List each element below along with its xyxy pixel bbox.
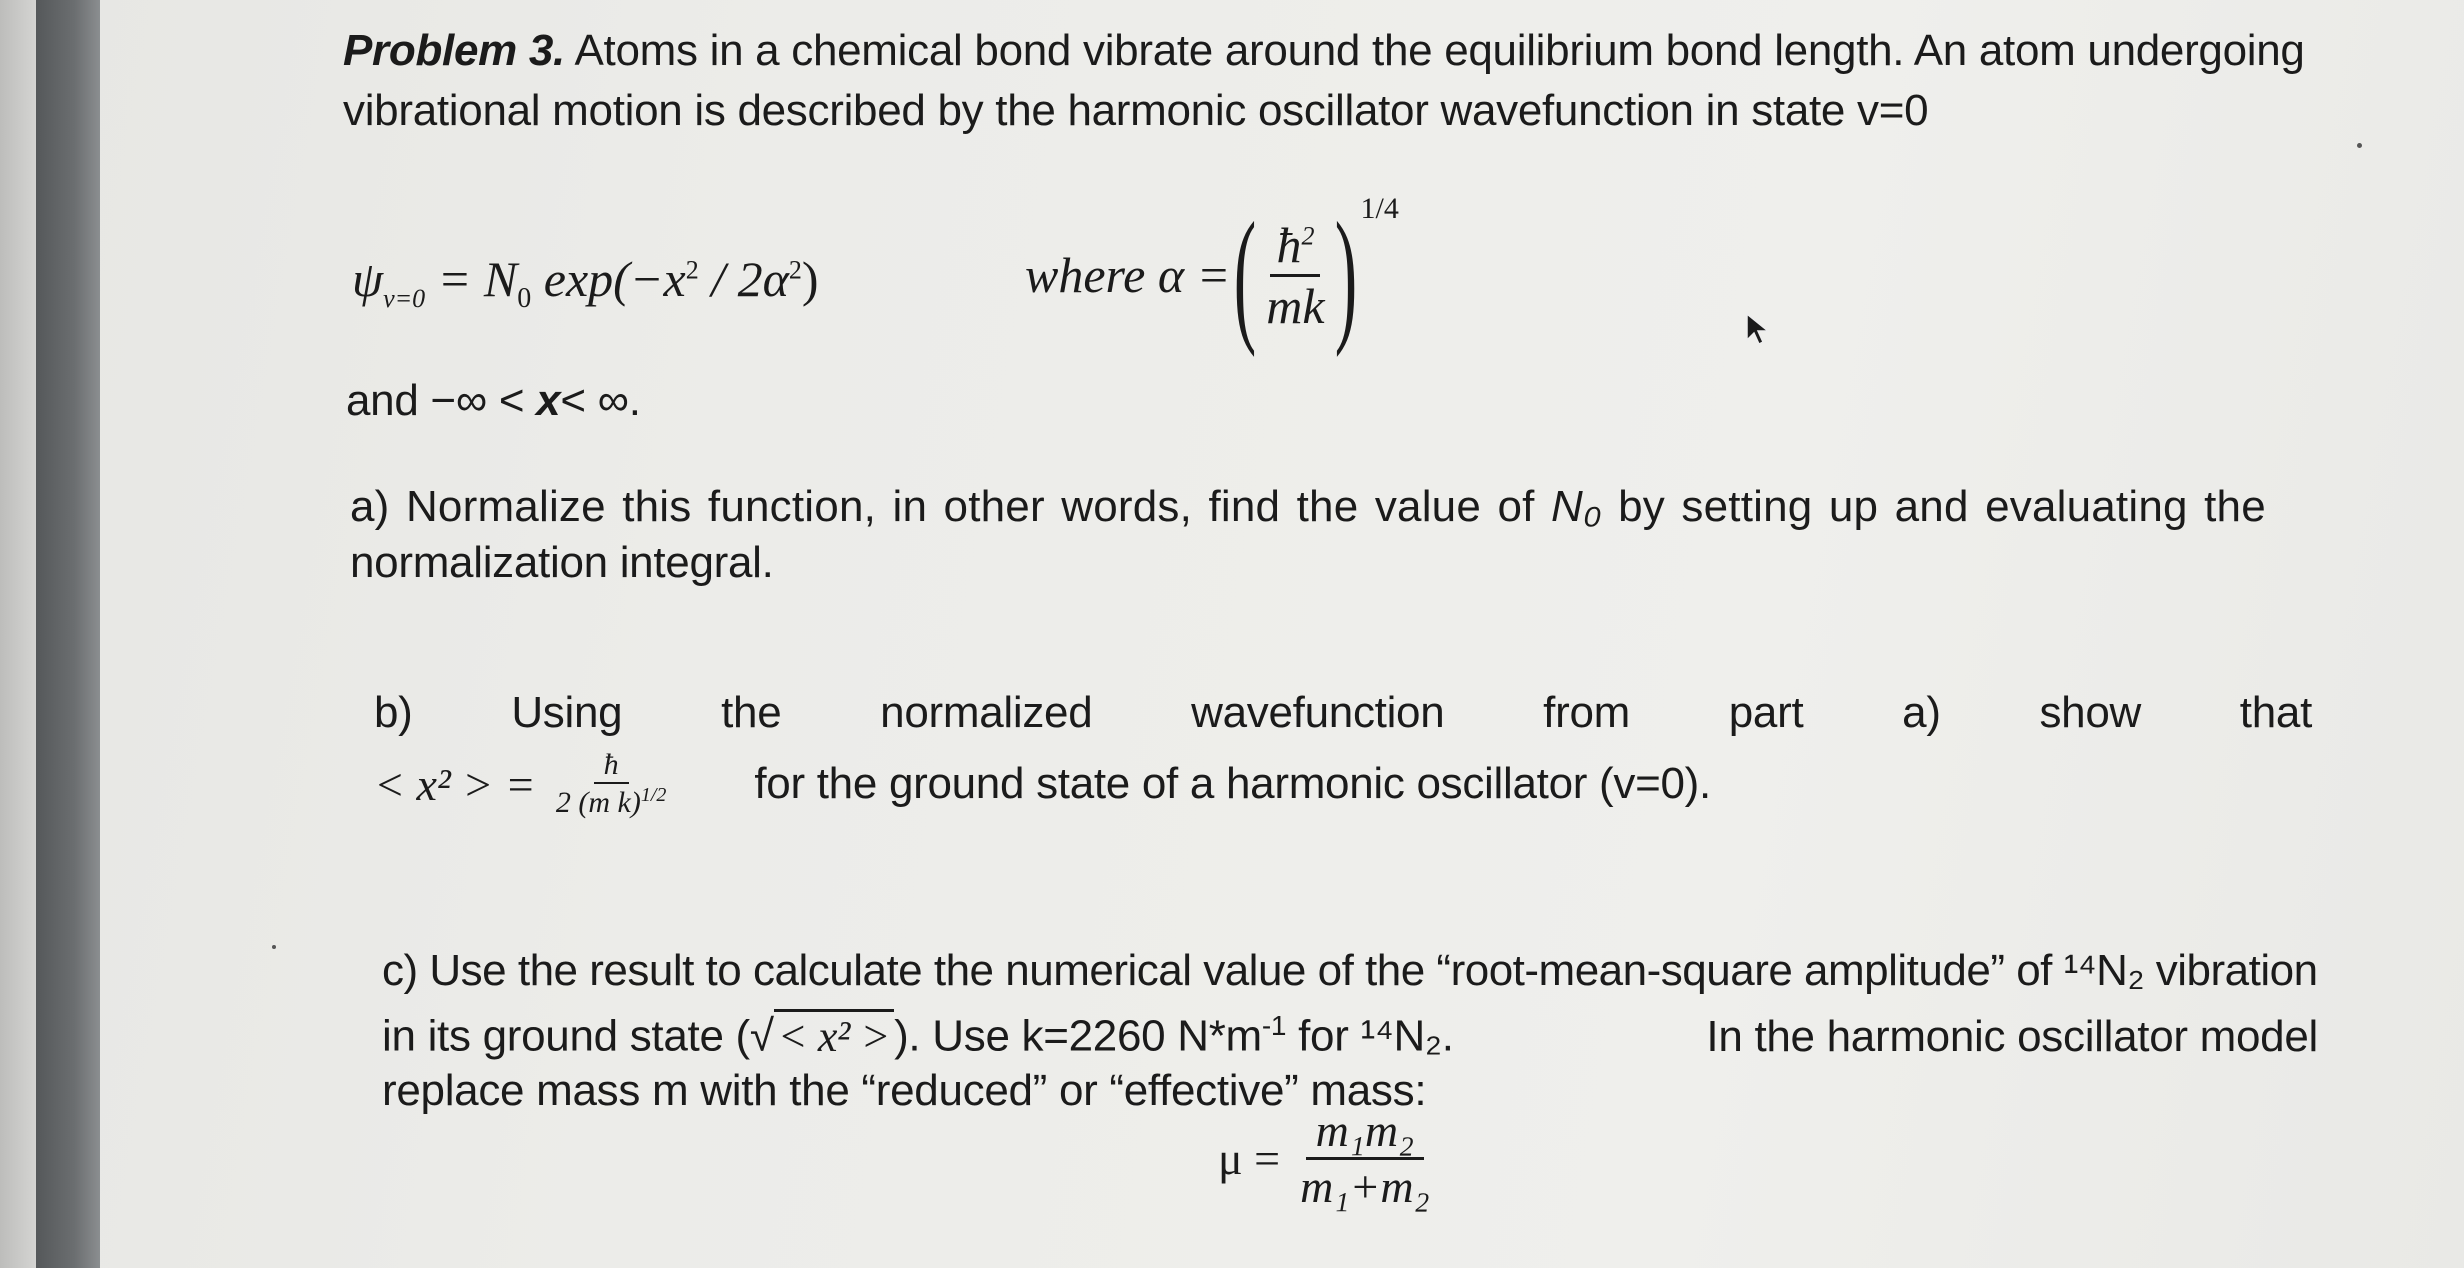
x-squared-expectation: < x² > = (374, 758, 536, 810)
problem-title: Problem 3. (343, 26, 565, 75)
mu-label: μ = (1218, 1133, 1281, 1184)
inverse-meter-power: -1 (1261, 1010, 1287, 1041)
hbar-symbol: ħ (1276, 216, 1302, 273)
alpha-term: / 2α (698, 251, 789, 307)
alpha-fraction (1260, 216, 1330, 335)
part-a-start: a) Normalize this function, in other words, find the value of (350, 482, 1551, 531)
part-b-word: part (1728, 688, 1804, 737)
part-b-word: normalized (880, 688, 1093, 737)
part-b-word: show (2039, 688, 2142, 737)
domain-line (346, 376, 641, 426)
intro-text-1: Atoms in a chemical bond vibrate around the equilibrium bond length. An atom undergoing (574, 26, 2305, 75)
hbar-square: 2 (1301, 220, 1315, 250)
part-c-line-1: c) Use the result to calculate the numerical value of the “root-mean-square amplitude” of ¹⁴N₂ vibration (382, 946, 2318, 995)
x-squared-fraction (550, 748, 673, 820)
part-c-line-2 (382, 1010, 2318, 1062)
part-a-line-2: normalization integral. (350, 538, 774, 587)
part-b-line-1 (374, 688, 2312, 738)
exp-term: exp(−x (531, 251, 686, 307)
page-left-edge (0, 0, 36, 1268)
reduced-mass-equation (1218, 1104, 1436, 1213)
part-b-word: the (721, 688, 782, 737)
alpha-definition (1025, 192, 1399, 358)
domain-prefix: and −∞ < (346, 376, 537, 425)
domain-suffix: < ∞. (560, 376, 641, 425)
force-constant: ). Use k=2260 N*m (894, 1011, 1262, 1061)
x-squared-numerator: ħ (594, 748, 629, 784)
sqrt-open: in its ground state (√ (382, 1011, 774, 1061)
part-b-word: wavefunction (1191, 688, 1445, 737)
n0-subscript: 0 (517, 283, 532, 314)
left-paren: ( (1234, 192, 1257, 358)
part-c-line-3: replace mass m with the “reduced” or “effective” mass: (382, 1066, 1427, 1115)
alpha-numerator (1270, 216, 1320, 277)
binder-edge (36, 0, 100, 1268)
mouse-cursor-icon (1745, 312, 1771, 351)
n0-rhs: = N (437, 251, 518, 307)
intro-line-2: vibrational motion is described by the harmonic oscillator wavefunction in state v=0 (343, 86, 1929, 135)
part-b-word: b) (374, 688, 413, 737)
den-power: 1/2 (640, 784, 667, 806)
mu-numerator: m₁m₂ (1306, 1104, 1424, 1160)
den-text: 2 (m k) (555, 786, 641, 819)
exp-close: ) (801, 251, 819, 307)
alpha-square: 2 (788, 255, 802, 285)
part-b-word: from (1543, 688, 1630, 737)
psi-symbol: ψ (352, 251, 384, 307)
mu-denominator: m₁+m₂ (1300, 1161, 1430, 1212)
mu-fraction (1294, 1104, 1435, 1213)
alpha-denominator: mk (1266, 277, 1325, 334)
intro-line-1 (343, 26, 2305, 76)
right-paren: ) (1334, 192, 1357, 358)
quarter-power: 1/4 (1360, 192, 1399, 225)
speck (272, 945, 276, 949)
part-b-word: that (2239, 688, 2312, 737)
part-b-tail: for the ground state of a harmonic oscillator (v=0). (754, 759, 1711, 808)
speck (2357, 143, 2362, 148)
part-c-line-2-right: In the harmonic oscillator model (1706, 1011, 2318, 1061)
for-nitrogen: for ¹⁴N₂. (1286, 1011, 1454, 1061)
part-b-word: a) (1902, 688, 1941, 737)
part-c-line-2-left (382, 1010, 1454, 1062)
domain-variable: x (536, 376, 561, 425)
where-alpha: where α = (1025, 247, 1231, 303)
part-b-word: Using (511, 688, 623, 737)
psi-subscript: v=0 (383, 284, 426, 313)
rms-expression: < x² > (774, 1009, 894, 1061)
part-a-end: by setting up and evaluating the (1601, 482, 2266, 531)
x-square: 2 (685, 255, 699, 285)
part-a-line-1 (350, 482, 2266, 532)
part-b-line-2 (374, 748, 1711, 820)
wavefunction-equation (352, 250, 819, 315)
x-squared-denominator (550, 784, 673, 820)
n0-symbol: N₀ (1550, 482, 1602, 531)
